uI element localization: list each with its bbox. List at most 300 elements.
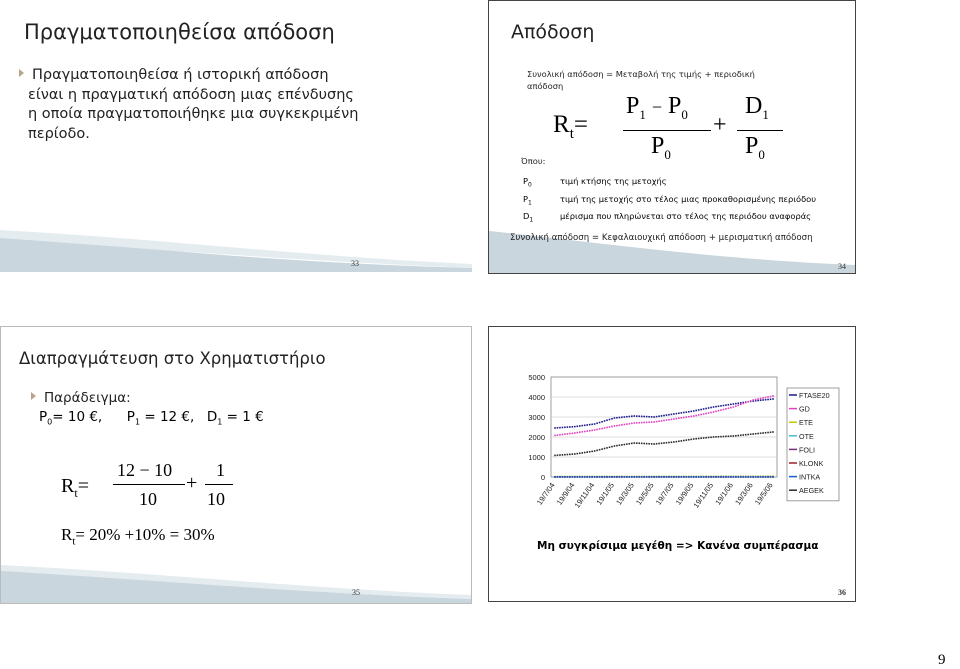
data-point (564, 476, 566, 478)
data-point (723, 436, 725, 438)
data-point (700, 437, 702, 439)
definition-row (523, 194, 532, 207)
slide-34-title: Απόδοση (511, 21, 595, 43)
data-point (626, 423, 628, 425)
data-point (723, 476, 725, 478)
def-symbol-sub: 0 (528, 181, 532, 189)
data-point (567, 476, 569, 478)
data-point (554, 455, 556, 457)
data-point (569, 433, 571, 435)
data-point (609, 419, 611, 421)
legend-entry: GD (799, 404, 810, 414)
slide-36 (488, 326, 856, 602)
chart-caption: Μη συγκρίσιμα μεγέθη => Κανένα συμπέρασμα (537, 540, 819, 552)
data-point (631, 443, 633, 445)
data-point (643, 416, 645, 418)
x-tick-label: 19/3/05 (614, 480, 636, 507)
data-point (745, 476, 747, 478)
legend-entry: FTASE20 (799, 391, 830, 400)
data-point (762, 399, 764, 401)
data-point (611, 426, 613, 428)
data-point (599, 476, 601, 478)
definition-text: τιμή της μετοχής στο τέλος μιας προκαθορισμένης περιόδου (560, 194, 817, 204)
y-tick-label: 4000 (528, 393, 545, 402)
data-point (596, 429, 598, 431)
data-point (616, 425, 618, 427)
data-point (564, 454, 566, 456)
data-point (633, 422, 635, 424)
definition-text: τιμή κτήσης της μετοχής (560, 176, 667, 186)
data-point (638, 442, 640, 444)
data-point (574, 476, 576, 478)
data-point (663, 415, 665, 417)
data-point (710, 412, 712, 414)
x-tick-label: 19/9/05 (673, 480, 696, 507)
data-point (557, 427, 559, 429)
data-point (765, 397, 767, 399)
data-point (589, 476, 591, 478)
data-point (658, 420, 660, 422)
fraction-bar (113, 484, 185, 485)
data-point (562, 454, 564, 456)
data-point (616, 476, 618, 478)
formula-R (553, 111, 588, 143)
data-point (576, 432, 578, 434)
data-point (562, 434, 564, 436)
x-tick-label: 19/7/05 (653, 480, 676, 507)
x-tick-label: 19/9/04 (554, 480, 577, 507)
fraction-bar (737, 130, 783, 131)
data-point (646, 476, 648, 478)
data-point (606, 427, 608, 429)
data-point (723, 405, 725, 407)
data-point (683, 417, 685, 419)
data-point (742, 403, 744, 405)
data-point (710, 407, 712, 409)
data-point (693, 415, 695, 417)
data-point (559, 454, 561, 456)
data-point (579, 425, 581, 427)
data-point (742, 476, 744, 478)
x-tick-label: 19/5/05 (633, 480, 656, 507)
data-point (738, 476, 740, 478)
data-point (658, 415, 660, 417)
formula-R (61, 475, 89, 501)
result-line (61, 525, 215, 547)
data-point (576, 425, 578, 427)
data-point (594, 476, 596, 478)
data-point (725, 436, 727, 438)
series-intka (554, 476, 774, 478)
plus-sign: + (186, 472, 198, 494)
x-tick-label: 19/7/04 (534, 480, 557, 507)
def-symbol: D (523, 211, 530, 221)
data-point (614, 417, 616, 419)
data-point (584, 476, 586, 478)
data-point (619, 444, 621, 446)
corner-page-number: 9 (938, 652, 946, 668)
data-point (730, 435, 732, 437)
data-point (596, 450, 598, 452)
data-point (629, 443, 631, 445)
data-point (720, 476, 722, 478)
data-point (658, 443, 660, 445)
den-P-sub: 0 (664, 146, 671, 162)
page-number: 36 (838, 588, 846, 597)
data-point (591, 430, 593, 432)
data-point (581, 425, 583, 427)
data-point (589, 424, 591, 426)
data-point (772, 476, 774, 478)
data-point (703, 437, 705, 439)
data-point (591, 451, 593, 453)
data-point (740, 402, 742, 404)
x-tick-label: 19/1/05 (594, 480, 617, 507)
data-point (574, 426, 576, 428)
formula-numerator (626, 93, 688, 123)
data-point (559, 476, 561, 478)
data-point (641, 416, 643, 418)
data-point (738, 402, 740, 404)
data-point (599, 449, 601, 451)
page-number: 34 (838, 262, 846, 271)
data-point (760, 399, 762, 401)
data-point (661, 476, 663, 478)
data-point (681, 417, 683, 419)
bullet-line: η οποία πραγματοποιήθηκε μια συγκεκριμένη (28, 106, 359, 122)
legend-entry: ETE (799, 418, 813, 428)
data-point (683, 412, 685, 414)
data-point (750, 400, 752, 402)
data-point (616, 445, 618, 447)
data-point (767, 399, 769, 401)
data-point (760, 476, 762, 478)
den-P: P (651, 133, 665, 159)
data-point (735, 405, 737, 407)
value-amount: = 12 €, (140, 409, 195, 425)
slide-33-bullet (19, 66, 459, 144)
data-point (762, 397, 764, 399)
data-point (705, 413, 707, 415)
def-symbol-sub: 1 (529, 216, 534, 224)
definition-row (523, 211, 533, 224)
data-point (629, 416, 631, 418)
data-point (653, 443, 655, 445)
data-point (643, 443, 645, 445)
data-point (648, 421, 650, 423)
data-point (708, 407, 710, 409)
formula-R-letter: R (553, 111, 570, 138)
intro-text-line: απόδοση (527, 81, 564, 91)
data-point (661, 442, 663, 444)
data-point (772, 398, 774, 400)
data-point (619, 476, 621, 478)
data-point (740, 404, 742, 406)
y-tick-label: 0 (540, 473, 545, 482)
data-point (621, 444, 623, 446)
data-point (586, 424, 588, 426)
data-point (725, 408, 727, 410)
data-point (594, 450, 596, 452)
bullet-arrow-icon (31, 392, 36, 400)
num-D-sub: 1 (762, 106, 769, 122)
data-point (579, 452, 581, 454)
data-point (676, 413, 678, 415)
values-line (39, 409, 264, 427)
data-point (695, 438, 697, 440)
data-point (576, 476, 578, 478)
data-point (619, 417, 621, 419)
slide-34 (488, 0, 856, 274)
data-point (599, 422, 601, 424)
num-D: D (745, 93, 763, 119)
plot-area (551, 377, 777, 477)
data-point (569, 426, 571, 428)
data-point (713, 406, 715, 408)
formula-denominator-2 (745, 133, 765, 163)
bullet-line: περίοδο. (28, 125, 90, 142)
data-point (663, 476, 665, 478)
data-point (668, 419, 670, 421)
data-point (601, 421, 603, 423)
data-point (703, 408, 705, 410)
data-point (728, 435, 730, 437)
data-point (757, 433, 759, 435)
data-point (589, 451, 591, 453)
data-point (663, 420, 665, 422)
data-point (579, 476, 581, 478)
data-point (631, 476, 633, 478)
data-point (713, 476, 715, 478)
data-point (601, 448, 603, 450)
data-point (614, 476, 616, 478)
data-point (700, 409, 702, 411)
where-label: Όπου: (521, 156, 546, 166)
data-point (633, 415, 635, 417)
result-R: R (61, 525, 73, 544)
data-point (747, 434, 749, 436)
data-point (564, 427, 566, 429)
data-point (720, 409, 722, 411)
data-point (609, 476, 611, 478)
data-point (718, 410, 720, 412)
data-point (698, 476, 700, 478)
data-point (767, 476, 769, 478)
data-point (624, 444, 626, 446)
data-point (596, 422, 598, 424)
data-point (671, 419, 673, 421)
data-point (656, 476, 658, 478)
data-point (760, 432, 762, 434)
value-symbol-sub: 1 (134, 417, 141, 427)
data-point (651, 421, 653, 423)
data-point (688, 411, 690, 413)
data-point (636, 415, 638, 417)
data-point (683, 476, 685, 478)
data-point (611, 418, 613, 420)
data-point (604, 420, 606, 422)
data-point (554, 476, 556, 478)
slide-35 (0, 326, 472, 604)
data-point (728, 404, 730, 406)
page-number: 35 (352, 588, 360, 597)
data-point (666, 414, 668, 416)
data-point (559, 427, 561, 429)
data-point (733, 476, 735, 478)
data-point (681, 412, 683, 414)
data-point (685, 416, 687, 418)
data-point (673, 418, 675, 420)
data-point (698, 438, 700, 440)
data-point (604, 448, 606, 450)
slide-33-title: Πραγματοποιηθείσα απόδοση (24, 20, 335, 44)
data-point (606, 419, 608, 421)
data-point (752, 433, 754, 435)
bullet-line: Πραγματοποιηθείσα ή ιστορική απόδοση (32, 67, 329, 83)
data-point (735, 435, 737, 437)
data-point (728, 476, 730, 478)
data-point (676, 418, 678, 420)
data-point (772, 431, 774, 433)
data-point (668, 414, 670, 416)
minus-sign: − (651, 97, 663, 117)
data-point (656, 443, 658, 445)
data-point (747, 401, 749, 403)
data-point (688, 439, 690, 441)
data-point (638, 476, 640, 478)
data-point (624, 424, 626, 426)
data-point (621, 424, 623, 426)
data-point (678, 476, 680, 478)
data-point (738, 404, 740, 406)
data-point (586, 451, 588, 453)
data-point (616, 417, 618, 419)
data-point (599, 428, 601, 430)
data-point (676, 441, 678, 443)
data-point (651, 476, 653, 478)
data-point (705, 408, 707, 410)
data-point (733, 403, 735, 405)
legend-box (787, 388, 839, 501)
summary-text: Συνολική απόδοση = Κεφαλαιουχική απόδοση + μερισματική απόδοση (510, 233, 813, 243)
data-point (591, 476, 593, 478)
data-point (581, 431, 583, 433)
data-point (601, 476, 603, 478)
data-point (572, 453, 574, 455)
den-P: P (745, 133, 759, 159)
value-symbol: D (206, 409, 218, 425)
data-point (755, 433, 757, 435)
num-P-sub: 0 (681, 106, 688, 122)
data-point (705, 476, 707, 478)
formula-numerator: 12 − 10 (117, 460, 173, 480)
data-point (671, 441, 673, 443)
data-point (594, 429, 596, 431)
example-bullet (31, 389, 131, 409)
definition-text: μέρισμα που πληρώνεται στο τέλος της περιόδου αναφοράς (560, 211, 812, 221)
data-point (673, 441, 675, 443)
data-point (730, 407, 732, 409)
data-point (762, 432, 764, 434)
legend-entry: INTKA (799, 472, 821, 482)
data-point (596, 476, 598, 478)
data-point (695, 415, 697, 417)
data-point (745, 402, 747, 404)
data-point (572, 426, 574, 428)
den-P-sub: 0 (758, 146, 765, 162)
data-point (554, 427, 556, 429)
data-point (661, 420, 663, 422)
data-point (606, 476, 608, 478)
data-point (579, 431, 581, 433)
data-point (629, 423, 631, 425)
data-point (685, 411, 687, 413)
data-point (681, 440, 683, 442)
data-point (656, 416, 658, 418)
data-point (745, 434, 747, 436)
formula-equals: = (77, 475, 89, 497)
data-point (633, 476, 635, 478)
y-tick-label: 3000 (528, 413, 545, 422)
formula-denominator: 10 (139, 489, 157, 509)
data-point (770, 476, 772, 478)
data-point (609, 446, 611, 448)
definition-row (523, 176, 532, 189)
data-point (671, 476, 673, 478)
data-point (636, 476, 638, 478)
data-point (690, 411, 692, 413)
x-tick-label: 19/3/06 (733, 480, 755, 507)
data-point (765, 399, 767, 401)
value-amount: = 10 €, (52, 409, 103, 425)
data-point (567, 426, 569, 428)
data-point (690, 439, 692, 441)
data-point (614, 445, 616, 447)
data-point (760, 398, 762, 400)
data-point (730, 404, 732, 406)
data-point (755, 476, 757, 478)
data-point (606, 447, 608, 449)
data-point (646, 422, 648, 424)
data-point (755, 399, 757, 401)
data-point (641, 476, 643, 478)
data-point (574, 432, 576, 434)
data-point (673, 413, 675, 415)
decorative-swoosh (1, 565, 471, 604)
data-point (700, 414, 702, 416)
data-point (767, 396, 769, 398)
bullet-line: είναι η πραγματική απόδοση μιας επένδυσης (28, 86, 354, 103)
data-point (646, 416, 648, 418)
data-point (557, 434, 559, 436)
data-point (624, 476, 626, 478)
data-point (619, 424, 621, 426)
def-symbol: P (523, 194, 529, 204)
x-tick-label: 19/11/05 (691, 480, 716, 510)
data-point (641, 422, 643, 424)
data-point (621, 476, 623, 478)
data-point (698, 409, 700, 411)
data-point (653, 476, 655, 478)
fraction-bar (205, 484, 233, 485)
data-point (557, 476, 559, 478)
data-point (574, 453, 576, 455)
data-point (708, 437, 710, 439)
data-point (728, 407, 730, 409)
data-point (653, 421, 655, 423)
legend-entry: OTE (799, 431, 814, 441)
data-point (643, 476, 645, 478)
